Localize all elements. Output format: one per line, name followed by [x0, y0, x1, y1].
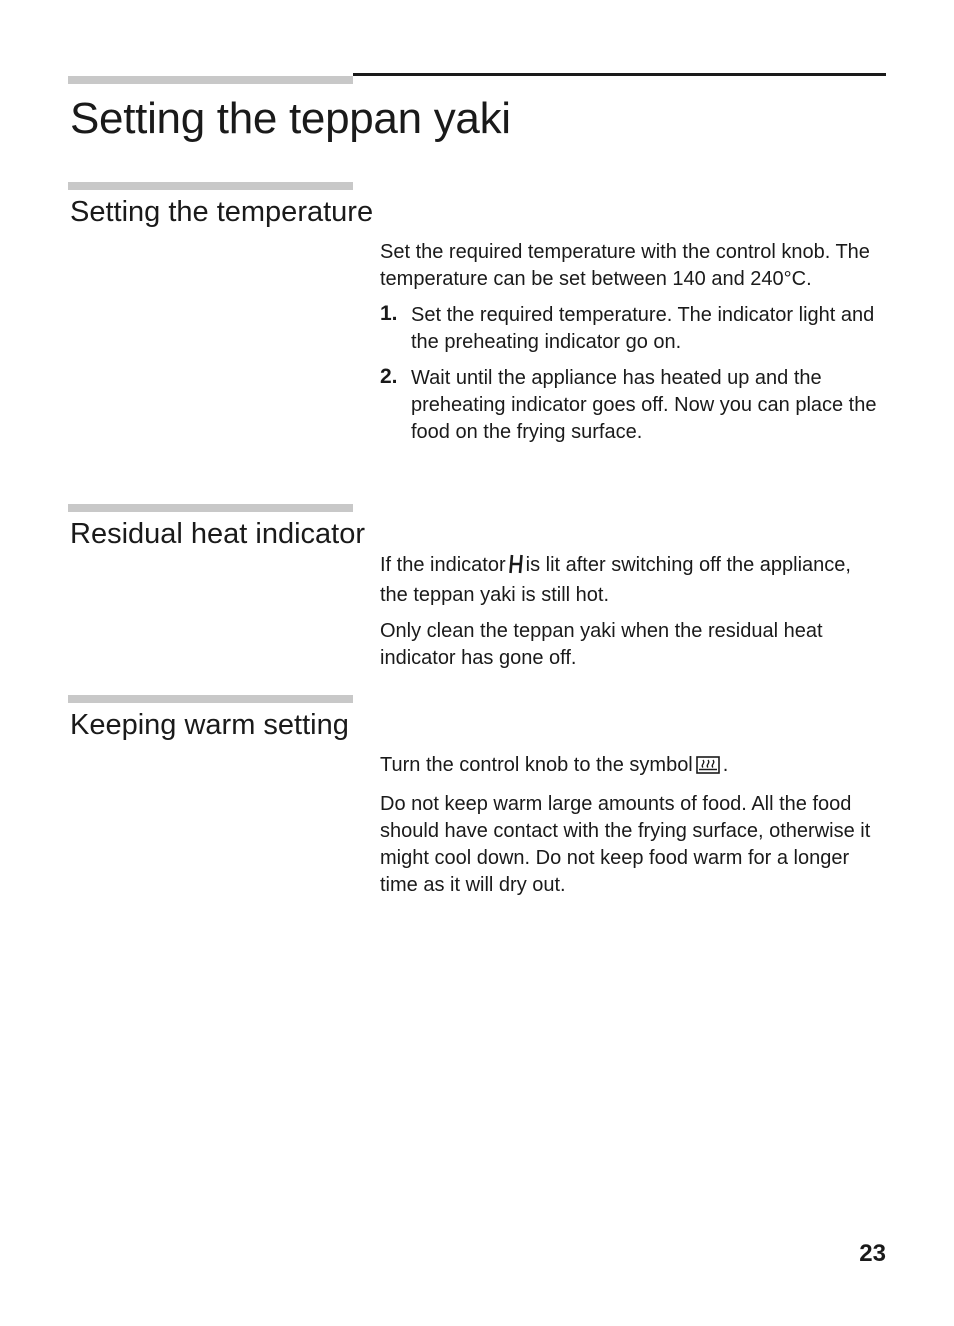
title-rule-grey	[68, 76, 353, 84]
residual-heat-h-icon	[509, 554, 523, 582]
section-body-residual-heat	[380, 552, 880, 681]
text-fragment: .	[722, 754, 729, 776]
section-heading-keep-warm: Keeping warm setting	[70, 709, 349, 741]
step-item	[380, 365, 880, 446]
temperature-intro: Set the required temperature with the control knob. The temperature can be set between 140 and 240°C.	[380, 241, 870, 290]
residual-heat-paragraph-1	[380, 552, 880, 609]
page-title: Setting the teppan yaki	[70, 94, 511, 143]
step-number: 1.	[380, 302, 398, 325]
keep-warm-paragraph-2: Do not keep warm large amounts of food. All the food should have contact with the frying surface, otherwise it might cool down. Do not keep food warm for a longer time as it will dry out.	[380, 793, 871, 896]
section-body-temperature	[380, 239, 880, 455]
section-rule	[68, 182, 353, 190]
text-fragment: is lit after switching off the appliance, the teppan yaki is still hot.	[380, 554, 851, 606]
step-item	[380, 302, 880, 356]
section-body-keep-warm	[380, 752, 880, 908]
section-heading-residual-heat: Residual heat indicator	[70, 518, 366, 550]
text-fragment: If the indicator	[380, 554, 506, 576]
section-rule	[68, 504, 353, 512]
step-text: Wait until the appliance has heated up and the preheating indicator goes off. Now you can place the food on the frying surface.	[411, 367, 877, 443]
step-text: Set the required temperature. The indicator light and the preheating indicator go on.	[411, 304, 875, 353]
page-number: 23	[859, 1240, 886, 1267]
step-number: 2.	[380, 365, 398, 388]
keep-warm-paragraph-1	[380, 752, 880, 782]
title-rule-black	[353, 73, 886, 76]
section-rule	[68, 695, 353, 703]
section-heading-temperature: Setting the temperature	[70, 196, 374, 228]
residual-heat-paragraph-2: Only clean the teppan yaki when the residual heat indicator has gone off.	[380, 620, 823, 669]
keep-warm-symbol-icon	[696, 755, 720, 782]
text-fragment: Turn the control knob to the symbol	[380, 754, 693, 776]
